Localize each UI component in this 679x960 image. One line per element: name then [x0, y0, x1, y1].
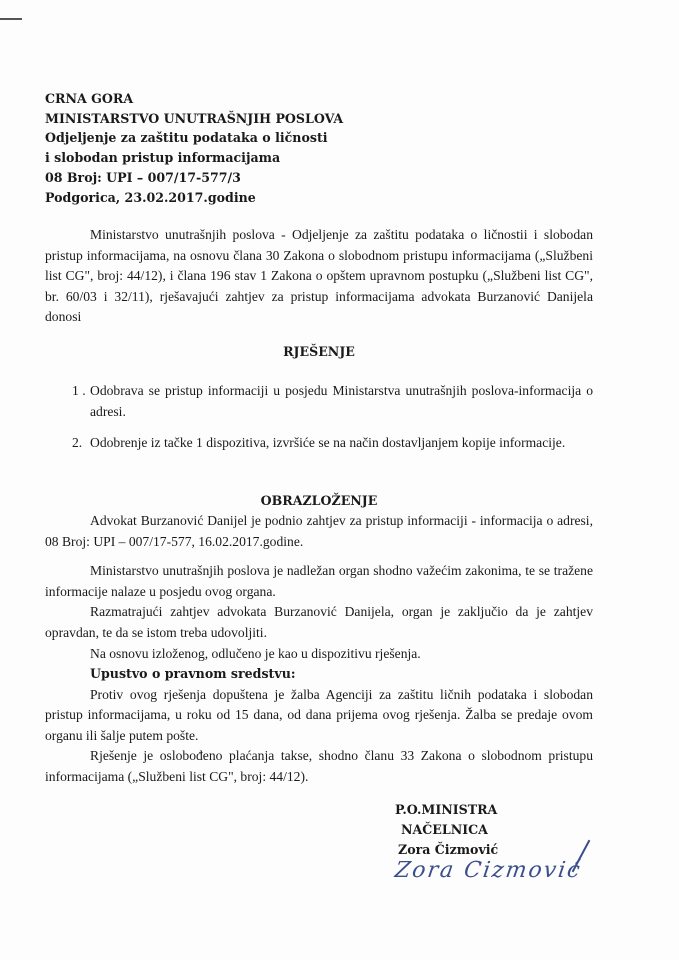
reasoning-title: OBRAZLOŽENJE	[260, 493, 378, 508]
handwritten-signature: Zora Cizmović	[393, 858, 584, 883]
reasoning-paragraph: Na osnovu izloženog, odlučeno je kao u dispozitivu rješenja.	[90, 645, 421, 661]
legal-remedy-paragraph: Protiv ovog rješenja dopuštena je žalba Agenciji za zaštitu ličnih podataka i slobodan pristup informacijama, u roku od 15 dana, od dana prijema ovog rješenja. Žalba se predaje ovom organu ili šalje putem pošte.	[45, 686, 593, 743]
reasoning-paragraph: Ministarstvo unutrašnjih poslova je nadležan organ shodno važećim zakonima, te se tražene informacije nalaze u posjedu ovog organa.	[45, 563, 593, 599]
decision-item	[45, 381, 593, 422]
intro-text: Ministarstvo unutrašnjih poslova - Odjeljenje za zaštitu podataka o ličnostii i slobodan pristup informacijama, na osnovu člana 30 Zakona o slobodnom pristupu informacijama („Službeni list CG", broj: 44/12), i člana 196 stav 1 Zakona o opštem upravnom postupku („Službeni list CG", br. 60/03 i 32/11), rješavajući zahtjev za pristup informacijama advokata Burzanović Danijela donosi	[45, 227, 593, 325]
reasoning-paragraph: Razmatrajući zahtjev advokata Burzanović Danijela, organ je zaključio da je zahtjev opravdan, te da se istom treba udovoljiti.	[45, 604, 593, 640]
legal-remedy-title: Upustvo o pravnom sredstvu:	[90, 666, 296, 681]
letterhead-department-cont: i slobodan pristup informacijama	[45, 150, 281, 166]
item-text: Odobrenje iz tačke 1 dispozitiva, izvršiće se na način dostavljanjem kopije informacije.	[90, 435, 566, 451]
letterhead-ministry: MINISTARSTVO UNUTRAŠNJIH POSLOVA	[45, 110, 344, 126]
legal-remedy-paragraph: Rješenje je oslobođeno plaćanja takse, shodno članu 33 Zakona o slobodnom pristupu informacijama („Službeni list CG", broj: 44/12).	[45, 748, 593, 784]
reference-number: 08 Broj: UPI – 007/17-577/3	[45, 169, 241, 185]
signature-role: P.O.MINISTRA	[395, 802, 498, 817]
item-number: 1 .	[72, 383, 86, 398]
signature-block	[395, 800, 498, 860]
item-text: Odobrava se pristup informaciji u posjedu Ministarstva unutrašnjih poslova-informacija o adresi.	[90, 383, 593, 419]
letterhead-country: CRNA GORA	[45, 91, 134, 106]
letterhead	[45, 89, 593, 207]
place-date: Podgorica, 23.02.2017.godine	[45, 189, 256, 205]
decision-items	[45, 381, 593, 454]
scan-mark	[0, 18, 22, 20]
signature-name: Zora Čizmović	[398, 842, 499, 857]
decision-item	[45, 433, 593, 454]
item-number: 2.	[72, 435, 83, 451]
signature-title: NAČELNICA	[401, 822, 488, 837]
reasoning-paragraph: Advokat Burzanović Danijel je podnio zahtjev za pristup informaciji - informacija o adresi, 08 Broj: UPI – 007/17-577, 16.02.2017.godine.	[45, 513, 593, 549]
reasoning-section	[45, 511, 593, 664]
legal-remedy-section	[45, 664, 593, 788]
decision-title: RJEŠENJE	[283, 344, 355, 359]
intro-paragraph	[45, 225, 593, 328]
letterhead-department: Odjeljenje za zaštitu podataka o ličnosti	[45, 130, 328, 146]
